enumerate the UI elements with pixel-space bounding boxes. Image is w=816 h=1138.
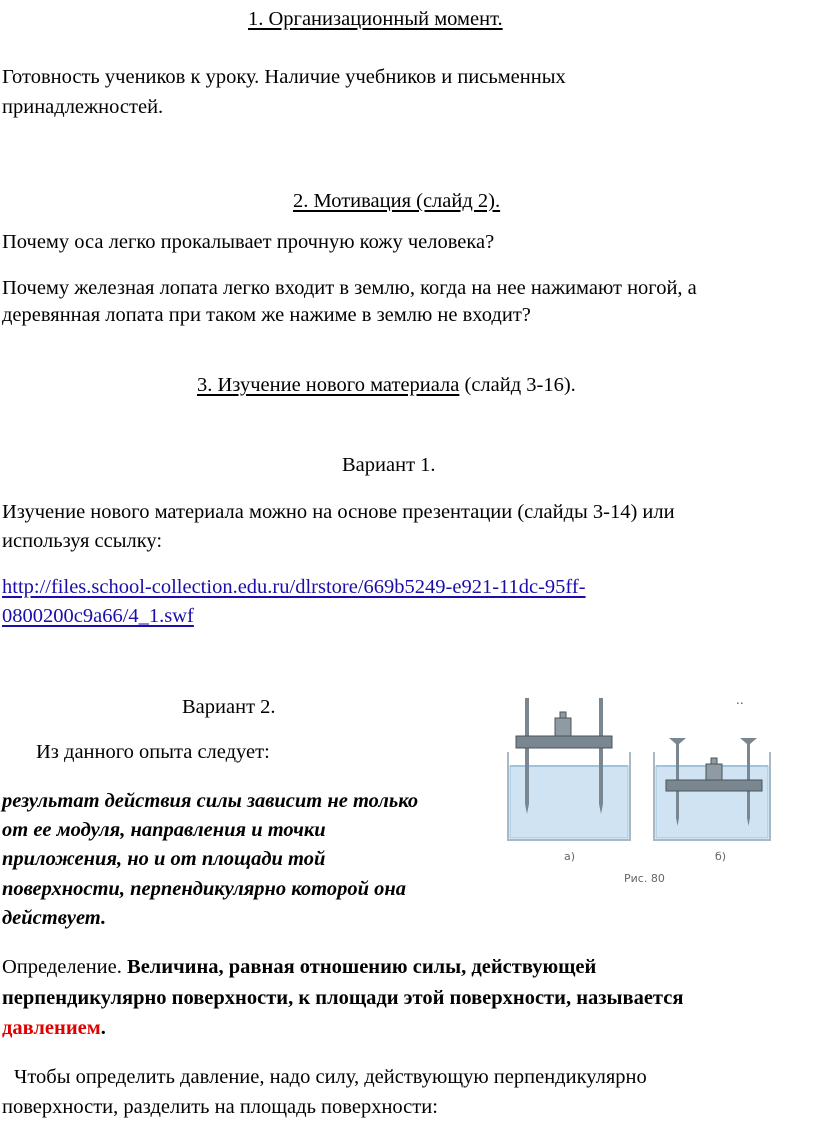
section-heading-motivation: 2. Мотивация (слайд 2). — [293, 190, 501, 212]
variant-1-text-line-2: используя ссылку: — [2, 530, 163, 552]
conclusion-line-4: поверхности, перпендикулярно которой она — [2, 878, 406, 900]
vessel-b-platform — [666, 780, 762, 791]
definition-line-3 — [2, 1013, 106, 1043]
definition-term: давлением — [2, 1017, 101, 1039]
vessel-a-weight — [555, 712, 571, 736]
vessel-a-platform — [516, 736, 612, 748]
conclusion-line-5: действует. — [2, 907, 107, 929]
definition-prefix: Определение. — [2, 956, 128, 978]
figure-label-a: а) — [564, 850, 576, 863]
figure-caption: Рис. 80 — [624, 872, 665, 885]
definition-line-2: перпендикулярно поверхности, к площади этой поверхности, называется — [2, 987, 684, 1009]
resource-link-line-1[interactable]: http://files.school-collection.edu.ru/dlrstore/669b5249-e921-11dc-95ff- — [2, 576, 586, 598]
definition-dot: . — [100, 1017, 106, 1039]
section-heading-new-material — [197, 370, 576, 400]
figure-dots: .. — [736, 693, 744, 707]
closing-line-2: поверхности, разделить на площадь поверхности: — [2, 1096, 438, 1118]
section-heading-new-material-rest: (слайд 3-16). — [459, 374, 576, 396]
vessel-a-nail-right — [599, 698, 603, 814]
figure-label-b: б) — [715, 850, 727, 863]
variant-1-text-line-1: Изучение нового материала можно на основе презентации (слайды 3-14) или — [2, 501, 675, 523]
variant-2-title: Вариант 2. — [182, 696, 276, 718]
vessel-a-nail-left — [525, 698, 529, 814]
vessel-b-weight — [706, 758, 722, 780]
definition-line-1 — [2, 952, 596, 982]
definition-bold-1: Величина, равная отношению силы, действующей — [127, 956, 597, 978]
paragraph-readiness-line-1: Готовность учеников к уроку. Наличие учебников и письменных — [2, 66, 566, 88]
experiment-figure — [490, 682, 790, 902]
paragraph-readiness-line-2: принадлежностей. — [2, 96, 164, 118]
resource-link-line-2[interactable]: 0800200c9a66/4_1.swf — [2, 605, 194, 627]
section-heading-org: 1. Организационный момент. — [248, 8, 503, 30]
variant-2-intro: Из данного опыта следует: — [36, 741, 270, 763]
variant-1-title: Вариант 1. — [342, 454, 436, 476]
question-shovel-line-2: деревянная лопата при таком же нажиме в землю не входит? — [2, 304, 531, 326]
conclusion-line-2: от ее модуля, направления и точки — [2, 819, 326, 841]
section-heading-new-material-underlined: 3. Изучение нового материала — [197, 374, 460, 396]
closing-line-1: Чтобы определить давление, надо силу, действующую перпендикулярно — [14, 1066, 647, 1088]
conclusion-line-3: приложения, но и от площади той — [2, 848, 326, 870]
question-wasp: Почему оса легко прокалывает прочную кожу человека? — [2, 231, 495, 253]
conclusion-line-1: результат действия силы зависит не только — [2, 790, 419, 812]
question-shovel-line-1: Почему железная лопата легко входит в землю, когда на нее нажимают ногой, а — [2, 277, 697, 299]
